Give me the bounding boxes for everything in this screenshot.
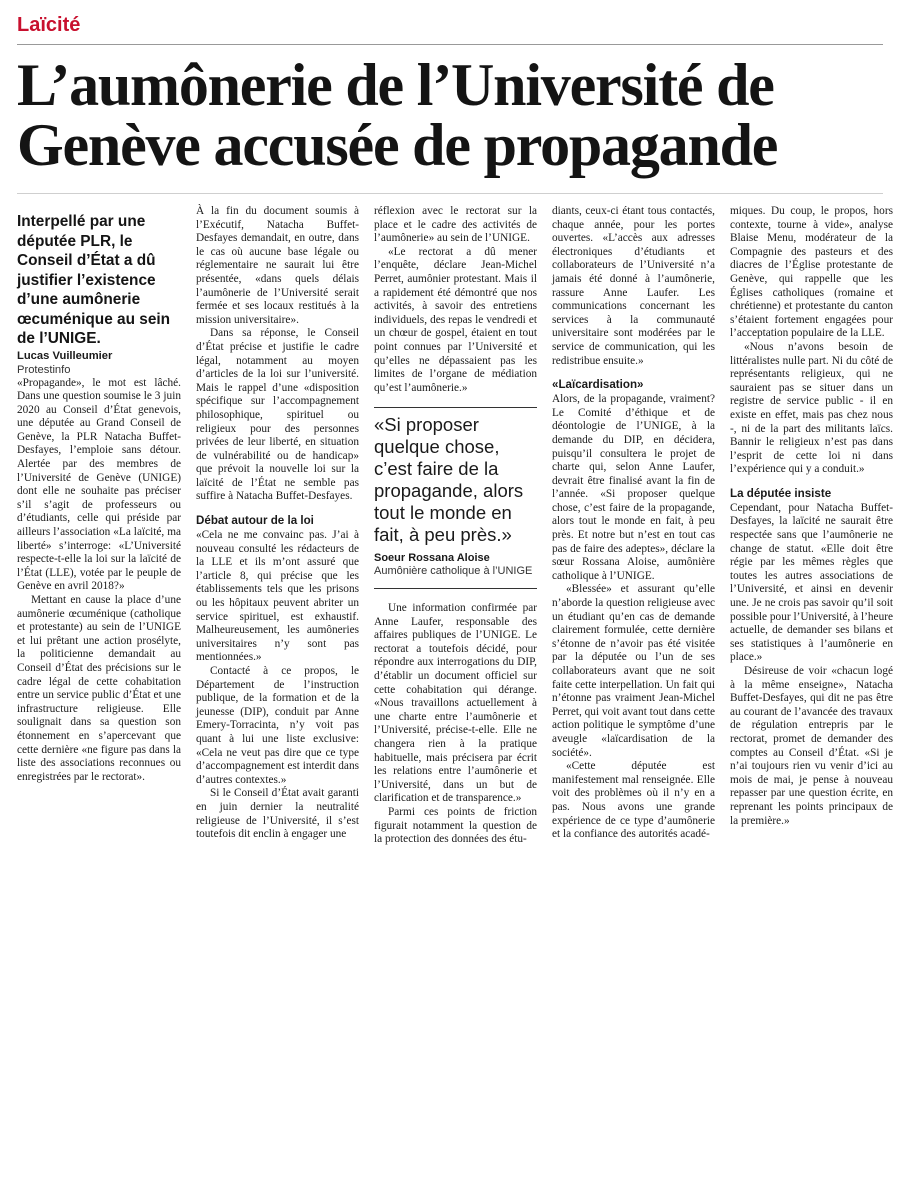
body-paragraph: Mettant en cause la place d’une aumônerie œcuménique (catholique et protestante) au sein de l’UNIGE et lui prêtant une action prosélyte, la politicienne demandait au Conseil d’État des précisions sur le cadre légal de cette cohabitation entre un service public d’État et une infrastructure religieuse. Elle soulignait dans sa question son étonnement en s’apercevant que cette dernière «ne figure pas dans la liste des associations reconnues ou enregistrées par le rectorat».: [17, 594, 181, 783]
section-rubric: Laïcité: [17, 14, 81, 36]
body-paragraph: réflexion avec le rectorat sur la place et le cadre des activités de l’aumônerie» au sein de l’UNIGE.: [374, 205, 537, 245]
body-paragraph: Désireuse de voir «chacun logé à la même enseigne», Natacha Buffet-Desfayes, qui dit ne pas être au courant de l’avancée des travaux de régulation entrepris par le rectorat, promet de demander des comptes au Conseil d’État. «Si je n’ai toujours rien vu venir d’ici au mois de mai, je pense à nouveau repasser par une question écrite, en reprenant les points principaux de la première.»: [730, 665, 893, 827]
pull-quote-role: Aumônière catholique à l’UNIGE: [374, 565, 533, 577]
body-paragraph: Dans sa réponse, le Conseil d’État précise et justifie le cadre légal, notamment au moyen d’articles de la loi sur l’université. Mais le rappel d’une «disposition spécifique sur l’accompagnement philosophique, spirituel ou religieux pour des personnes privées de leur liberté, en situation de vulnérabilité ou de handicap» que prévoit la nouvelle loi sur la laïcité de l’État ne semble pas suffire à Natacha Buffet-Desfayes.: [196, 327, 359, 503]
lead-paragraph: Interpellé par une députée PLR, le Conseil d’État a dû justifier l’existence d’une aumônerie œcuménique au sein de l’UNIGE.: [17, 213, 171, 347]
body-paragraph: «Le rectorat a dû mener l’enquête, déclare Jean-Michel Perret, aumônier protestant. Mais il a rapidement été démontré que nos activités, à savoir des entretiens individuels, des repas le vendredi et un chœur de gospel, étaient en tout point connues par l’Université et qu’elles ne dépassaient pas les limites de l’organe de médiation qu’est l’aumônerie.»: [374, 245, 537, 394]
subheading: Débat autour de la loi: [196, 514, 314, 528]
body-paragraph: Parmi ces points de friction figurait notamment la question de la protection des données des étu-: [374, 805, 537, 846]
pull-quote-text: «Si proposer quelque chose, c’est faire de la propagande, alors tout le monde en fait, à peu près.»: [374, 414, 524, 545]
pull-quote: [374, 407, 537, 589]
column-1: [17, 212, 181, 784]
body-paragraph: «Cette députée est manifestement mal renseignée. Elle voit des problèmes où il n’y en a pas. Nous avons une grande expérience de ce type d’aumônerie et la confiance des autorités acadé-: [552, 760, 715, 841]
body-paragraph: miques. Du coup, le propos, hors contexte, tourne à vide», analyse Blaise Menu, modérateur de la Compagnie des pasteurs et des diacres de l’Église protestante de Genève, qui rappelle que les Églises catholiques (romaine et chrétienne) et protestante du canton s’étaient fortement engagées pour l’acceptation populaire de la LLE.: [730, 205, 893, 340]
column-5: [730, 205, 893, 828]
subheading: La députée insiste: [730, 486, 832, 500]
column-2: [196, 205, 359, 842]
body-paragraph: Si le Conseil d’État avait garanti en juin dernier la neutralité religieuse de l’Université, il s’est toutefois dit enclin à engager une: [196, 787, 359, 841]
byline-source: Protestinfo: [17, 363, 71, 376]
body-paragraph: À la fin du document soumis à l’Exécutif, Natacha Buffet-Desfayes demandait, en outre, dans le cas où aucune base légale ou réglementaire ne saurait lui être présentée, «dans quels délais l’aumônerie de l’Université serait fermée et ses locaux restitués à la mission universitaire».: [196, 205, 359, 326]
body-paragraph: Cependant, pour Natacha Buffet-Desfayes, la laïcité ne saurait être respectée sans que l’aumônerie ne change de statut. «Elle doit être régie par les mêmes règles que toutes les autres associations de l’Université, et ainsi en devenir une. Je ne crois pas savoir qu’il soit possible pour l’Université, à l’heure actuelle, de demander ses bilans et ses statistiques à l’aumônerie en place.»: [730, 501, 893, 664]
body-paragraph: «Nous n’avons besoin de littéralistes nulle part. Ni du côté de représentants religieux, qui ne sauraient pas se situer dans un registre de service public - il en existe en effet, mais pas chez nous -, ni de la part des militants laïcs. Bannir le religieux n’est pas dans l’esprit de cette loi ni dans l’expérience qui y a conduit.»: [730, 340, 893, 476]
column-3-top: [374, 205, 537, 395]
top-divider: [17, 44, 883, 45]
body-paragraph: «Propagande», le mot est lâché. Dans une question soumise le 3 juin 2020 au Conseil d’État genevois, une députée au Grand Conseil de Genève, la PLR Natacha Buffet-Desfayes, l’emploie sans détour. Alertée par des membres de l’Université de Genève (UNIGE) dont elle ne souhaite pas préciser s’il s’agit de professeurs ou d’étudiants, celle qui préside par ailleurs l’association «La laïcité, ma liberté» s’interroge: «L’Université respecte-t-elle la loi sur la laïcité de l’État (LLE), votée par le peuple de Genève en avril 2018?»: [17, 376, 181, 593]
body-paragraph: Alors, de la propagande, vraiment? Le Comité d’éthique et de déontologie de l’UNIGE, à la demande du DIP, en décidera, puisqu’il consultera le projet de charte qui, selon Anne Laufer, devrait être finalisé avant la fin de l’année. «Si proposer quelque chose, c’est faire de la propagande, alors tout le monde en fait, à peu près. Et notre but n’est en tout cas pas de faire des adeptes», déclare la sœur Rossana Aloise, aumônière catholique à l’UNIGE.: [552, 393, 715, 582]
body-paragraph: «Blessée» et assurant qu’elle n’aborde la question religieuse avec un étudiant qu’en cas de demande clairement formulée, cette dernière s’étonne de n’avoir pas été visitée par la députée ou l’un de ses collaborateurs avant que ne soit faite cette interpellation. Un fait qui n’étonne pas vraiment Jean-Michel Perret, qui voit avant tout dans cette action politique le symptôme d’une aveugle «laïcardisation de la société».: [552, 583, 715, 759]
headline-divider: [17, 193, 883, 194]
column-4: [552, 205, 715, 842]
headline: L’aumônerie de l’Université de Genève accusée de propagande: [17, 52, 778, 178]
body-paragraph: diants, ceux-ci étant tous contactés, chaque année, pour les portes ouvertes. «L’accès aux adresses électroniques d’étudiants et collaborateurs de l’Université n’a jamais été donné à l’aumônerie, rassure Anne Laufer. Les communications concernant les services à la communauté universitaire sont modérées par le service de communication, qui les redistribue ensuite.»: [552, 205, 715, 367]
column-3-bottom: [374, 602, 537, 847]
pull-quote-author: Soeur Rossana Aloise: [374, 552, 490, 564]
body-paragraph: «Cela ne me convainc pas. J’ai à nouveau consulté les rédacteurs de la LLE et ils m’ont assuré que l’article 8, qui précise que les établissements tels que les prisons ou les hôpitaux peuvent abriter un service spirituel, est exhaustif. Malheureusement, les aumôneries universitaires n’y sont pas mentionnées.»: [196, 529, 359, 664]
subheading: «Laïcardisation»: [552, 378, 644, 392]
body-paragraph: Contacté à ce propos, le Département de l’instruction publique, de la formation et de la jeunesse (DIP), conduit par Anne Emery-Torracinta, n’y voit pas quant à lui une liste exclusive: «Cela ne veut pas dire que ce type d’accompagnement est interdit dans d’autres contextes.»: [196, 665, 359, 786]
byline-author: Lucas Vuilleumier: [17, 349, 113, 362]
body-paragraph: Une information confirmée par Anne Laufer, responsable des affaires publiques de l’UNIGE. Le rectorat a toutefois décidé, pour répondre aux interrogations du DIP, d’établir un document officiel sur cette cohabitation qui dérange. «Nous travaillons actuellement à une charte entre l’aumônerie et l’Université, précise-t-elle. Elle ne changera rien à la pratique habituelle, mais précisera par écrit les relations entre l’aumônerie et l’Université, dans un but de clarification et de transparence.»: [374, 602, 537, 805]
